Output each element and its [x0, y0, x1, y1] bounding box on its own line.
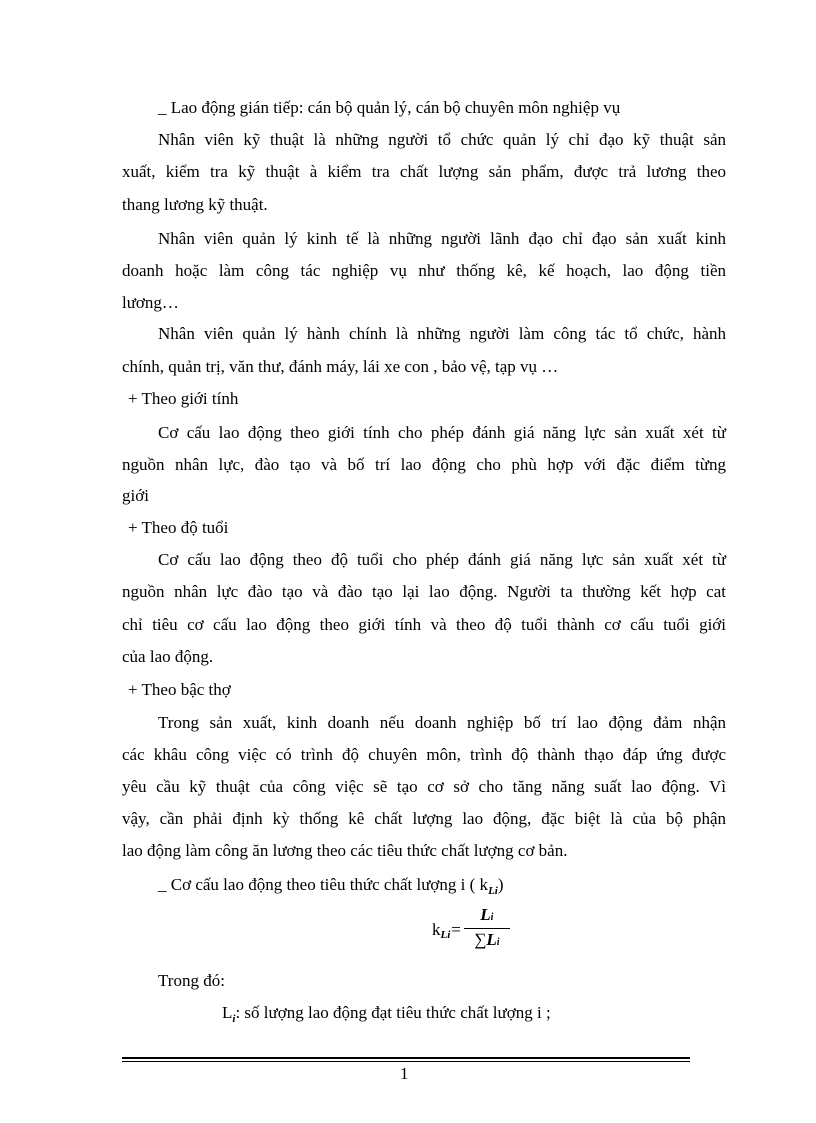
- section-heading: + Theo giới tính: [128, 389, 239, 408]
- text-line: thang lương kỹ thuật.: [122, 195, 268, 214]
- ratio-formula: [432, 906, 510, 953]
- text-line: Trong sản xuất, kinh doanh nếu doanh nghiệp bố trí lao động đảm nhận: [158, 713, 726, 732]
- footer-rule-thin: [122, 1061, 690, 1062]
- text-line: lương…: [122, 293, 179, 312]
- formula-lhs-subscript: Li: [440, 928, 451, 941]
- footer-rule: [122, 1057, 690, 1059]
- text-line: chỉ tiêu cơ cấu lao động theo giới tính và theo độ tuổi thành cơ cấu tuổi giới: [122, 615, 726, 634]
- sum-symbol: ∑: [474, 930, 487, 949]
- page-number: 1: [400, 1064, 409, 1083]
- text-line: chính, quản trị, văn thư, đánh máy, lái xe con , bảo vệ, tạp vụ …: [122, 357, 559, 376]
- definition-text: : số lượng lao động đạt tiêu thức chất lượng i ;: [235, 1003, 551, 1022]
- fraction-bar: [464, 928, 510, 929]
- text-line: _ Lao động gián tiếp: cán bộ quản lý, cán bộ chuyên môn nghiệp vụ: [158, 98, 621, 117]
- text-line: Cơ cấu lao động theo độ tuổi cho phép đánh giá năng lực sản xuất xét từ: [158, 550, 726, 569]
- text-line: Cơ cấu lao động theo giới tính cho phép đánh giá năng lực sản xuất xét từ: [158, 423, 726, 442]
- text-line: nguồn nhân lực đào tạo và đào tạo lại lao động. Người ta thường kết hợp cat: [122, 582, 726, 601]
- formula-numerator: Li: [480, 905, 494, 924]
- text-line: Nhân viên quản lý kinh tế là những người lãnh đạo chỉ đạo sản xuất kinh: [158, 229, 726, 248]
- definition-subscript: i: [232, 1013, 236, 1025]
- text-line: của lao động.: [122, 647, 214, 666]
- text-line: xuất, kiểm tra kỹ thuật à kiểm tra chất lượng sản phẩm, được trả lương theo: [122, 162, 726, 181]
- criteria-line: [158, 874, 504, 898]
- text-line: yêu cầu kỹ thuật của công việc sẽ tạo cơ sở cho tăng năng suất lao động. Vì: [122, 777, 726, 796]
- text-line: giới: [122, 486, 149, 505]
- section-heading: + Theo độ tuổi: [128, 518, 229, 537]
- formula-denominator: ∑Li: [474, 930, 500, 949]
- definition-line: [222, 1002, 551, 1026]
- definition-symbol: L: [222, 1003, 233, 1022]
- criteria-suffix: ): [497, 875, 504, 894]
- text-line: vậy, cần phải định kỳ thống kê chất lượng lao động, đặc biệt là của bộ phận: [122, 809, 726, 828]
- text-line: doanh hoặc làm công tác nghiệp vụ như thống kê, kế hoạch, lao động tiền: [122, 261, 726, 280]
- formula-lhs: k: [432, 919, 441, 939]
- text-line: nguồn nhân lực, đào tạo và bố trí lao động cho phù hợp với đặc điểm từng: [122, 455, 726, 474]
- formula-fraction: [464, 906, 510, 953]
- text-line: lao động làm công ăn lương theo các tiêu thức chất lượng cơ bản.: [122, 841, 568, 860]
- text-line: các khâu công việc có trình độ chuyên môn, trình độ thành thạo đáp ứng được: [122, 745, 726, 764]
- section-heading: + Theo bậc thợ: [128, 680, 231, 699]
- criteria-prefix: _ Cơ cấu lao động theo tiêu thức chất lượng i ( k: [158, 875, 489, 894]
- criteria-subscript: Li: [488, 885, 498, 897]
- text-line: Nhân viên kỹ thuật là những người tổ chức quản lý chỉ đạo kỹ thuật sản: [158, 130, 726, 149]
- formula-equals: =: [451, 919, 461, 939]
- text-line: Nhân viên quản lý hành chính là những người làm công tác tổ chức, hành: [158, 324, 726, 343]
- where-label: Trong đó:: [158, 971, 225, 990]
